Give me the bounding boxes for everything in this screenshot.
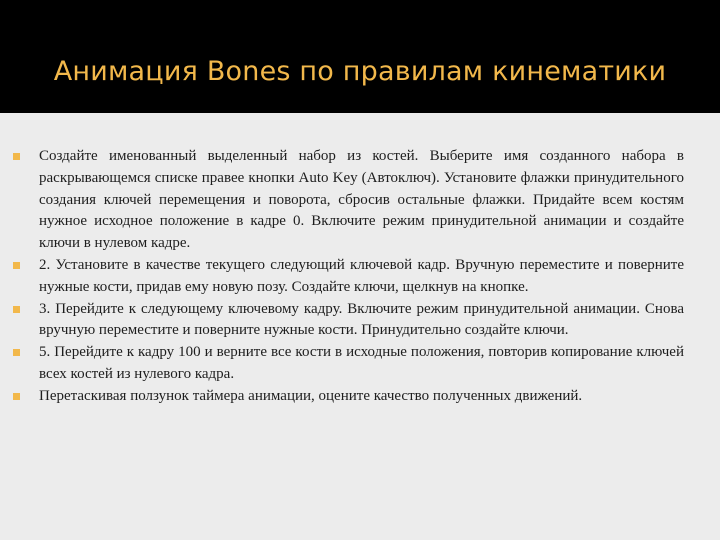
- content-area: [0, 113, 720, 540]
- slide-title: Анимация Bones по правилам кинематики: [53, 56, 667, 87]
- square-bullet-icon: [13, 349, 20, 356]
- bullet-text: Перетаскивая ползунок таймера анимации, оцените качество полученных движений.: [39, 387, 583, 404]
- bullet-list: [0, 146, 720, 408]
- bullet-text: Создайте именованный выделенный набор из костей. Выберите имя созданного набора в раскрывающемся списке правее кнопки Auto Key (Автоключ). Установите флажки принудительного создания ключей перемещения и поворота, сбросив остальные флажки. Придайте всем костям нужное исходное положение в кадре 0. Включите режим принудительной анимации и создайте ключи в нулевом кадре.: [39, 148, 684, 252]
- bullet-item: [0, 299, 720, 343]
- bullet-item: [0, 255, 720, 299]
- bullet-text: 3. Перейдите к следующему ключевому кадру. Включите режим принудительной анимации. Снова вручную переместите и поверните нужные кости. Принудительно создайте ключи.: [39, 300, 684, 339]
- bullet-item: [0, 146, 720, 255]
- square-bullet-icon: [13, 262, 20, 269]
- square-bullet-icon: [13, 153, 20, 160]
- square-bullet-icon: [13, 306, 20, 313]
- bullet-text: 5. Перейдите к кадру 100 и верните все кости в исходные положения, повторив копирование ключей всех костей из нулевого кадра.: [39, 344, 684, 382]
- square-bullet-icon: [13, 393, 20, 400]
- bullet-item: [0, 342, 720, 386]
- bullet-item: [0, 386, 720, 408]
- title-bar: [0, 0, 720, 113]
- bullet-text: 2. Установите в качестве текущего следующий ключевой кадр. Вручную переместите и поверните нужные кости, придав ему новую позу. Создайте ключи, щелкнув на кнопке.: [39, 256, 684, 295]
